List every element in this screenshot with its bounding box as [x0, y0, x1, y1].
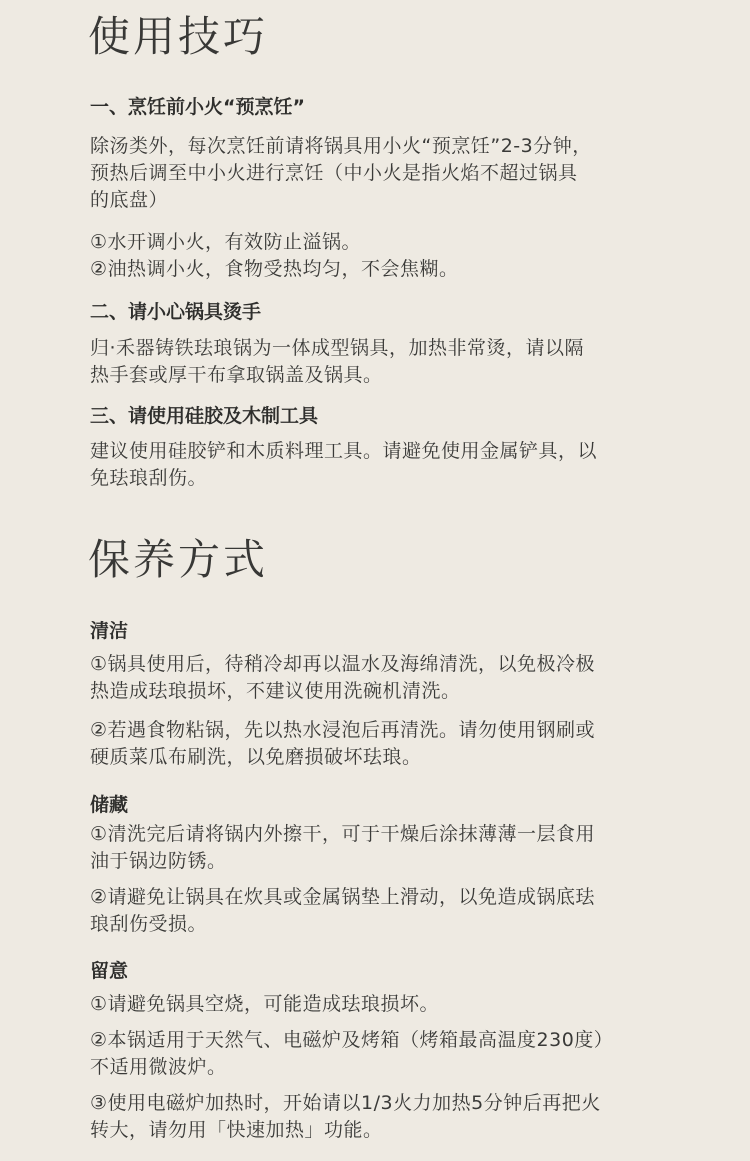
- text-line: 转大，请勿用「快速加热」功能。: [90, 1119, 383, 1141]
- text-line: ②本锅适用于天然气、电磁炉及烤箱（烤箱最高温度230度）: [90, 1029, 614, 1051]
- text-line: 的底盘）: [90, 189, 169, 211]
- text-line: 油于锅边防锈。: [90, 850, 227, 872]
- care-paragraph-storage-2: [90, 884, 690, 938]
- usage-paragraph-1-2: [90, 229, 690, 283]
- text-line: 归·禾器铸铁珐琅锅为一体成型锅具，加热非常烫，请以隔: [90, 337, 585, 359]
- text-line: ②若遇食物粘锅，先以热水浸泡后再清洗。请勿使用钢刷或: [90, 719, 596, 741]
- text-line: 免珐琅刮伤。: [90, 467, 208, 489]
- text-line: ②油热调小火，食物受热均匀，不会焦糊。: [90, 258, 459, 280]
- care-heading-notice: 留意: [90, 960, 129, 982]
- text-line: 预热后调至中小火进行烹饪（中小火是指火焰不超过锅具: [90, 162, 578, 184]
- care-paragraph-storage-1: [90, 821, 690, 875]
- care-heading-cleaning: 清洁: [90, 620, 129, 642]
- usage-heading-2: 二、请小心锅具烫手: [90, 301, 262, 323]
- care-paragraph-notice-1: [90, 991, 690, 1018]
- care-heading-storage: 储藏: [90, 794, 129, 816]
- text-line: 建议使用硅胶铲和木质料理工具。请避免使用金属铲具，以: [90, 440, 598, 462]
- care-paragraph-cleaning-1: [90, 651, 690, 705]
- text-line: 除汤类外，每次烹饪前请将锅具用小火“预烹饪”2-3分钟，: [90, 135, 592, 157]
- usage-title: 使用技巧: [88, 12, 269, 61]
- text-line: 硬质菜瓜布刷洗，以免磨损破坏珐琅。: [90, 746, 422, 768]
- care-paragraph-notice-3: [90, 1090, 690, 1144]
- text-line: 不适用微波炉。: [90, 1056, 227, 1078]
- text-line: ②请避免让锅具在炊具或金属锅垫上滑动，以免造成锅底珐: [90, 886, 596, 908]
- care-paragraph-notice-2: [90, 1027, 690, 1081]
- text-line: 热手套或厚干布拿取锅盖及锅具。: [90, 364, 383, 386]
- text-line: ①请避免锅具空烧，可能造成珐琅损坏。: [90, 993, 440, 1015]
- usage-paragraph-2-1: [90, 335, 690, 389]
- text-line: ①清洗完后请将锅内外擦干，可于干燥后涂抹薄薄一层食用: [90, 823, 596, 845]
- text-line: ①锅具使用后，待稍冷却再以温水及海绵清洗，以免极冷极: [90, 653, 596, 675]
- usage-heading-3: 三、请使用硅胶及木制工具: [90, 405, 319, 427]
- usage-paragraph-3-1: [90, 438, 690, 492]
- care-title: 保养方式: [88, 535, 269, 584]
- usage-heading-1: 一、烹饪前小火“预烹饪”: [90, 96, 305, 118]
- text-line: 琅刮伤受损。: [90, 913, 208, 935]
- text-line: ①水开调小火，有效防止溢锅。: [90, 231, 362, 253]
- care-paragraph-cleaning-2: [90, 717, 690, 771]
- text-line: 热造成珐琅损坏，不建议使用洗碗机清洗。: [90, 680, 461, 702]
- text-line: ③使用电磁炉加热时，开始请以1/3火力加热5分钟后再把火: [90, 1092, 601, 1114]
- usage-paragraph-1-1: [90, 133, 690, 214]
